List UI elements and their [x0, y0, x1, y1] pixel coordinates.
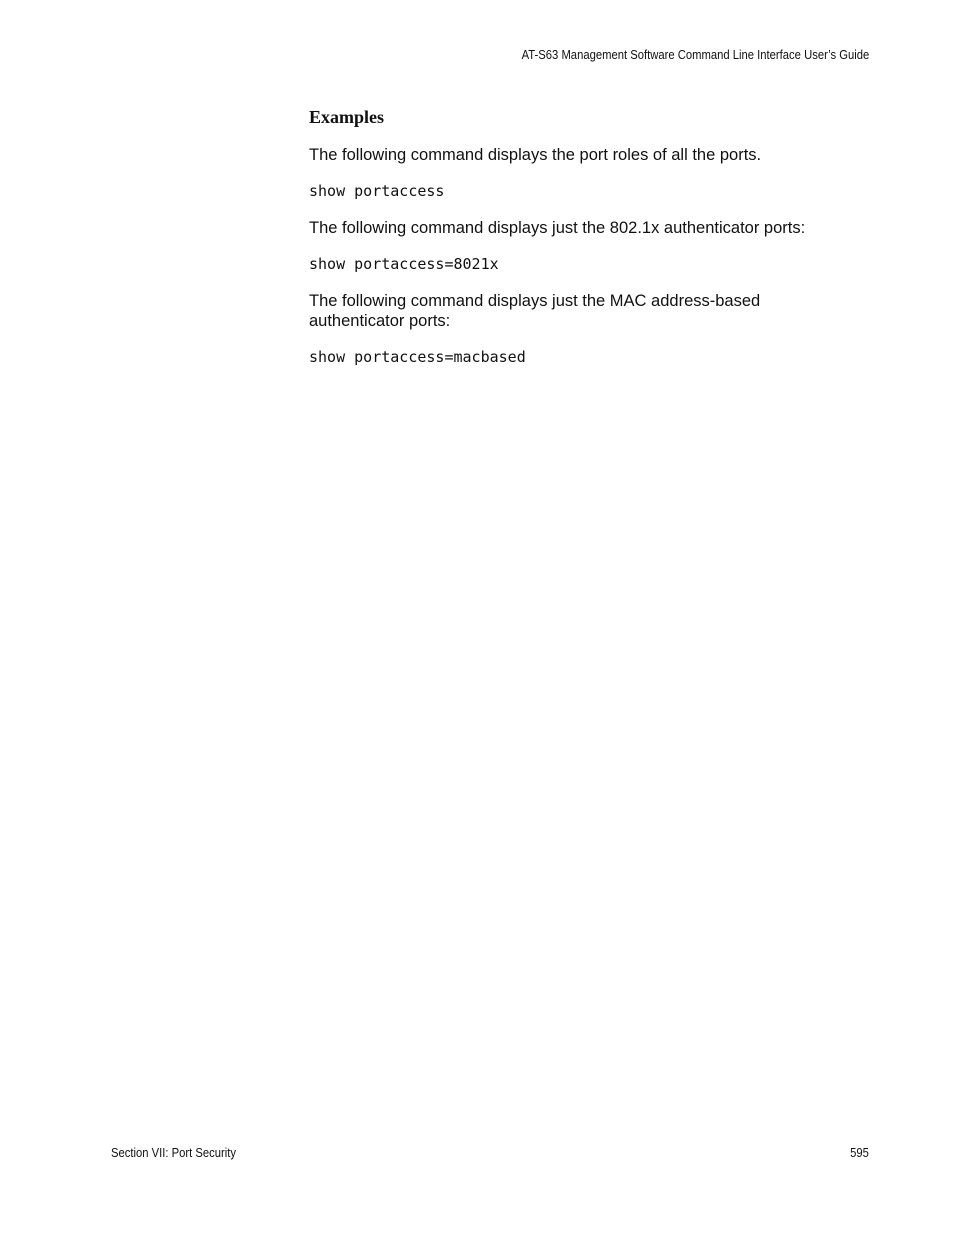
paragraph-all-ports: The following command displays the port roles of all the ports. — [309, 146, 762, 164]
footer-page-number: 595 — [850, 1146, 869, 1160]
section-heading: Examples — [309, 107, 385, 127]
code-show-portaccess-8021x: show portaccess=8021x — [309, 255, 499, 273]
paragraph-8021x-ports: The following command displays just the 802.1x authenticator ports: — [309, 219, 806, 237]
paragraph-macbased-ports: The following command displays just the MAC address-based authenticator ports: — [309, 292, 761, 330]
code-show-portaccess-macbased: show portaccess=macbased — [309, 348, 526, 366]
main-content — [309, 107, 869, 384]
footer-section-title: Section VII: Port Security — [111, 1146, 237, 1160]
code-show-portaccess: show portaccess — [309, 182, 445, 200]
running-header: AT-S63 Management Software Command Line Interface User’s Guide — [521, 48, 869, 62]
